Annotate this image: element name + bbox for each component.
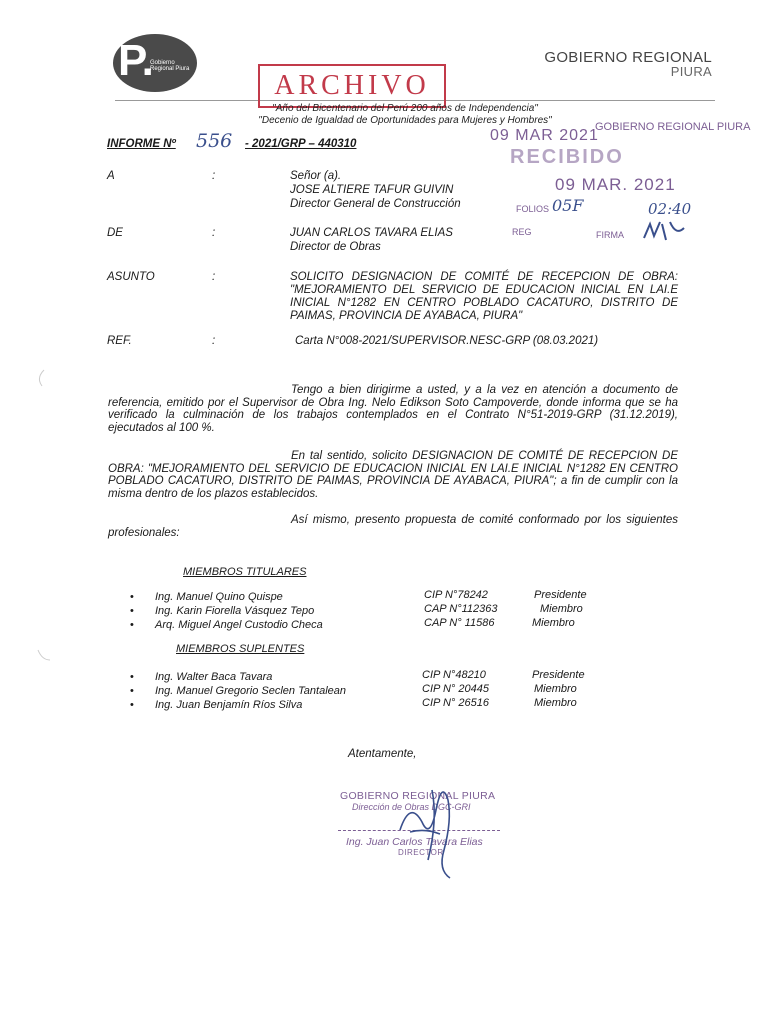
stamp-folios-value: 05F [552, 196, 584, 215]
scan-mark-icon [34, 646, 54, 666]
member-name: Ing. Manuel Gregorio Seclen Tantalean [155, 685, 346, 697]
member-role: Miembro [540, 603, 583, 615]
closing: Atentamente, [348, 748, 417, 760]
org-title: GOBIERNO REGIONAL [544, 49, 712, 66]
bullet: • [130, 699, 134, 711]
field-de-role: Director de Obras [290, 241, 381, 253]
stamp-date: 09 MAR. 2021 [555, 175, 676, 194]
stamp-time: 02:40 [648, 200, 692, 218]
stamp-firma-label: FIRMA [596, 230, 624, 240]
member-name: Ing. Manuel Quino Quispe [155, 591, 283, 603]
field-asunto-colon: : [212, 271, 216, 283]
report-number: 556 [196, 130, 233, 152]
member-role: Miembro [534, 683, 577, 695]
member-cip: CIP N°78242 [424, 589, 488, 601]
body-paragraph-1: Tengo a bien dirigirme a usted, y a la vez en atención a documento de referencia, emitido por el Supervisor de Obra Ing. Nelo Edikson Soto Campoverde, donde informa que se ha verificado la culminación de los trabajos contemplados en el Contrato N°51-2019-GRP (31.12.2019), ejecutados al 100 %. [108, 384, 678, 434]
field-de-colon: : [212, 227, 216, 239]
bullet: • [130, 619, 134, 631]
org-subtitle: PIURA [670, 64, 712, 79]
bullet: • [130, 605, 134, 617]
member-name: Ing. Walter Baca Tavara [155, 671, 273, 683]
field-a-label: A [107, 170, 115, 182]
member-role: Presidente [532, 669, 585, 681]
member-name: Ing. Karin Fiorella Vásquez Tepo [155, 605, 315, 617]
signature-stamp-title: DIRECTOR [398, 848, 444, 857]
field-a-role: Director General de Construcción [290, 198, 461, 210]
field-a-colon: : [212, 170, 216, 182]
report-label: INFORME Nº [107, 138, 176, 150]
titulares-heading: MIEMBROS TITULARES [183, 566, 307, 578]
bullet: • [130, 591, 134, 603]
logo-text: Gobierno Regional Piura [150, 60, 190, 72]
field-ref-colon: : [212, 335, 216, 347]
field-a-salutation: Señor (a). [290, 170, 342, 182]
member-cip: CAP N° 11586 [424, 617, 495, 629]
stamp-date-top: 09 MAR 2021 [490, 127, 599, 144]
member-cip: CIP N° 26516 [422, 697, 489, 709]
member-role: Presidente [534, 589, 587, 601]
stamp-reg-label: REG [512, 227, 532, 237]
member-role: Miembro [534, 697, 577, 709]
field-de-name: JUAN CARLOS TAVARA ELIAS [290, 227, 453, 239]
motto-line-1: "Año del Bicentenario del Perú 200 años de Independencia" [272, 103, 538, 114]
report-suffix: - 2021/GRP – 440310 [245, 138, 357, 150]
member-name: Ing. Juan Benjamín Ríos Silva [155, 699, 303, 711]
signature-stamp-line-2: Dirección de Obras DGC-GRI [352, 802, 471, 812]
handwritten-signature-icon [380, 770, 470, 880]
scan-mark-icon [34, 368, 54, 388]
field-asunto-text: SOLICITO DESIGNACION DE COMITÉ DE RECEPCION DE OBRA: "MEJORAMIENTO DEL SERVICIO DE EDUCACION INICIAL EN LAI.E INICIAL N°1282 EN CENTRO POBLADO CACATURO, DISTRITO DE PAIMAS, PROVINCIA DE AYABACA, PIURA" [290, 271, 678, 322]
member-cip: CIP N°48210 [422, 669, 486, 681]
bullet: • [130, 671, 134, 683]
stamp-header: GOBIERNO REGIONAL PIURA [595, 121, 751, 133]
field-ref-label: REF. [107, 335, 132, 347]
field-asunto-label: ASUNTO [107, 271, 155, 283]
stamp-recibido: RECIBIDO [510, 146, 624, 168]
suplentes-heading: MIEMBROS SUPLENTES [176, 643, 305, 655]
field-ref-text: Carta N°008-2021/SUPERVISOR.NESC-GRP (08.03.2021) [295, 335, 599, 347]
member-cip: CAP N°112363 [424, 603, 498, 615]
archivo-stamp: ARCHIVO [258, 64, 446, 108]
signature-stamp-line-1: GOBIERNO REGIONAL PIURA [340, 790, 496, 802]
logo-letter: P. [118, 36, 154, 85]
signature-stamp-name: Ing. Juan Carlos Tavara Elias [346, 836, 483, 848]
bullet: • [130, 685, 134, 697]
stamp-folios-label: FOLIOS [516, 204, 550, 214]
stamp-initials-icon [640, 218, 690, 244]
body-paragraph-3: Así mismo, presento propuesta de comité conformado por los siguientes profesionales: [108, 514, 678, 539]
member-cip: CIP N° 20445 [422, 683, 489, 695]
body-paragraph-2: En tal sentido, solicito DESIGNACION DE COMITÉ DE RECEPCION DE OBRA: "MEJORAMIENTO DEL SERVICIO DE EDUCACION INICIAL EN LAI.E INICIAL N°1282 EN CENTRO POBLADO CACATURO, DISTRITO DE PAIMAS, PROVINCIA DE AYABACA, PIURA"; a fin de cumplir con la misma dentro de los plazos establecidos. [108, 450, 678, 500]
field-a-name: JOSE ALTIERE TAFUR GUIVIN [290, 184, 454, 196]
motto-line-2: "Decenio de Igualdad de Oportunidades para Mujeres y Hombres" [258, 115, 552, 126]
member-role: Miembro [532, 617, 575, 629]
member-name: Arq. Miguel Angel Custodio Checa [155, 619, 323, 631]
field-de-label: DE [107, 227, 123, 239]
